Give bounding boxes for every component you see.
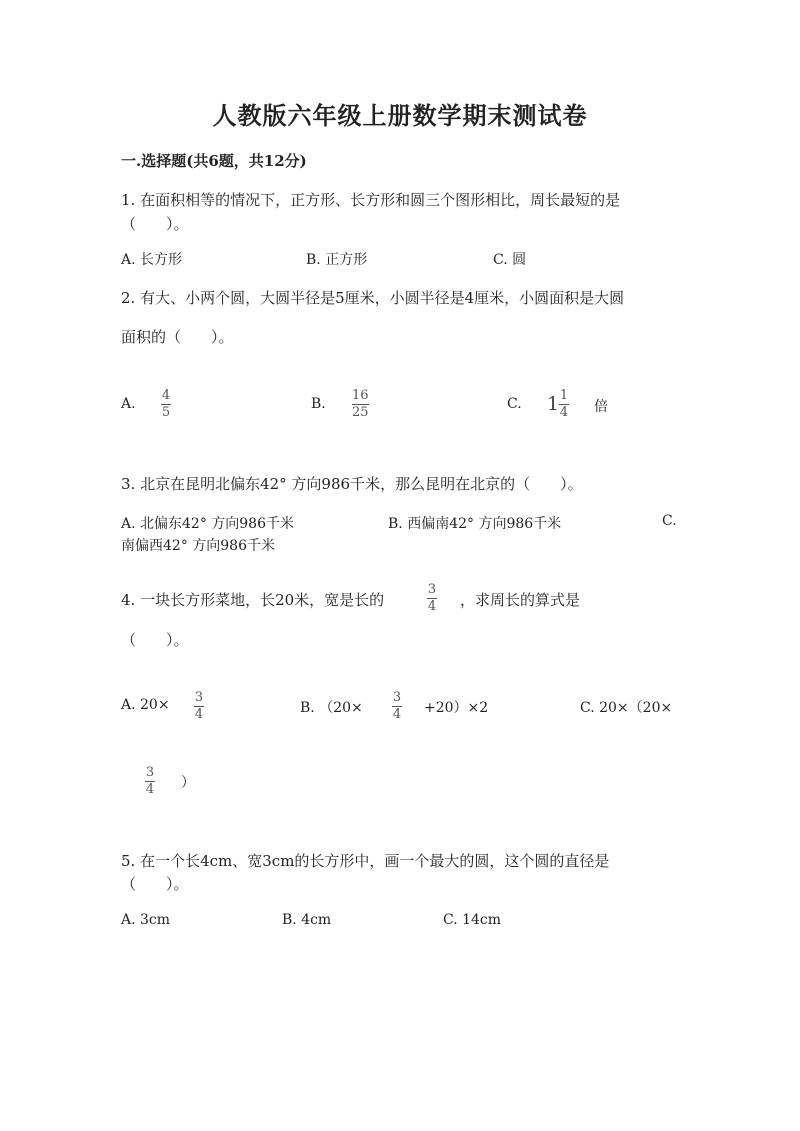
q3-option-b[interactable]: B. 西偏南42° 方向986千米 xyxy=(388,516,562,532)
fraction-denominator: 4 xyxy=(559,405,569,420)
page-title: 人教版六年级上册数学期末测试卷 xyxy=(212,101,588,130)
fraction-denominator: 4 xyxy=(145,782,155,797)
q2-option-c-whole: 1 xyxy=(547,393,560,415)
q4-fraction xyxy=(427,583,437,614)
fraction-numerator: 3 xyxy=(145,765,155,780)
fraction-denominator: 25 xyxy=(352,405,369,420)
q4-option-c-pre[interactable]: C. 20×（20× xyxy=(580,700,673,716)
question-3-line1: 3. 北京在昆明北偏东42° 方向986千米，那么昆明在北京的（ ）。 xyxy=(121,475,583,493)
q4-option-b-pre[interactable]: B. （20× xyxy=(300,700,363,716)
fraction-denominator: 5 xyxy=(161,405,171,420)
question-4-line1-post: ，求周长的算式是 xyxy=(460,591,581,609)
q2-option-a-label[interactable]: A. xyxy=(121,396,136,412)
question-1-line1: 1. 在面积相等的情况下，正方形、长方形和圆三个图形相比，周长最短的是 xyxy=(121,191,621,209)
q3-option-a[interactable]: A. 北偏东42° 方向986千米 xyxy=(121,516,294,532)
question-5-line1: 5. 在一个长4cm、宽3cm的长方形中，画一个最大的圆，这个圆的直径是 xyxy=(121,852,610,870)
q4-option-b-fraction xyxy=(392,691,402,722)
question-4-line1-pre: 4. 一块长方形菜地，长20米，宽是长的 xyxy=(121,591,385,609)
q4-option-b-post[interactable]: +20）×2 xyxy=(424,700,489,716)
fraction-denominator: 4 xyxy=(392,707,402,722)
q4-option-c-fraction xyxy=(145,766,155,797)
question-2-line2: 面积的（ ）。 xyxy=(121,328,234,346)
section-heading: 一.选择题(共6题，共12分) xyxy=(121,152,307,170)
fraction-numerator: 1 xyxy=(559,388,569,403)
q4-option-c-post[interactable]: ） xyxy=(181,775,195,791)
q5-option-c[interactable]: C. 14cm xyxy=(443,912,502,928)
fraction-numerator: 3 xyxy=(194,690,204,705)
fraction-denominator: 4 xyxy=(194,707,204,722)
q2-option-b-label[interactable]: B. xyxy=(311,396,326,412)
fraction-numerator: 3 xyxy=(392,690,402,705)
q3-option-c-text[interactable]: 南偏西42° 方向986千米 xyxy=(121,538,275,554)
fraction-numerator: 4 xyxy=(161,388,171,403)
q1-option-a[interactable]: A. 长方形 xyxy=(121,252,183,268)
question-2-line1: 2. 有大、小两个圆，大圆半径是5厘米，小圆半径是4厘米，小圆面积是大圆 xyxy=(121,289,625,307)
q2-option-c-suffix: 倍 xyxy=(594,399,608,415)
fraction-numerator: 3 xyxy=(427,582,437,597)
fraction-denominator: 4 xyxy=(427,599,437,614)
q2-option-b-fraction xyxy=(352,389,369,420)
q5-option-b[interactable]: B. 4cm xyxy=(282,912,332,928)
question-1-line2: （ ）。 xyxy=(121,215,189,233)
fraction-numerator: 16 xyxy=(352,388,369,403)
q5-option-a[interactable]: A. 3cm xyxy=(121,912,171,928)
q4-option-a[interactable]: A. 20× xyxy=(121,697,170,713)
q2-option-c-label[interactable]: C. xyxy=(507,396,522,412)
q1-option-c[interactable]: C. 圆 xyxy=(493,252,527,268)
q3-option-c-label[interactable]: C. xyxy=(662,513,677,529)
question-4-line2: （ ）。 xyxy=(121,631,189,649)
q1-option-b[interactable]: B. 正方形 xyxy=(306,252,368,268)
q2-option-c-fraction xyxy=(559,389,569,420)
question-5-line2: （ ）。 xyxy=(121,875,189,893)
q4-option-a-fraction xyxy=(194,691,204,722)
q2-option-a-fraction xyxy=(161,389,171,420)
